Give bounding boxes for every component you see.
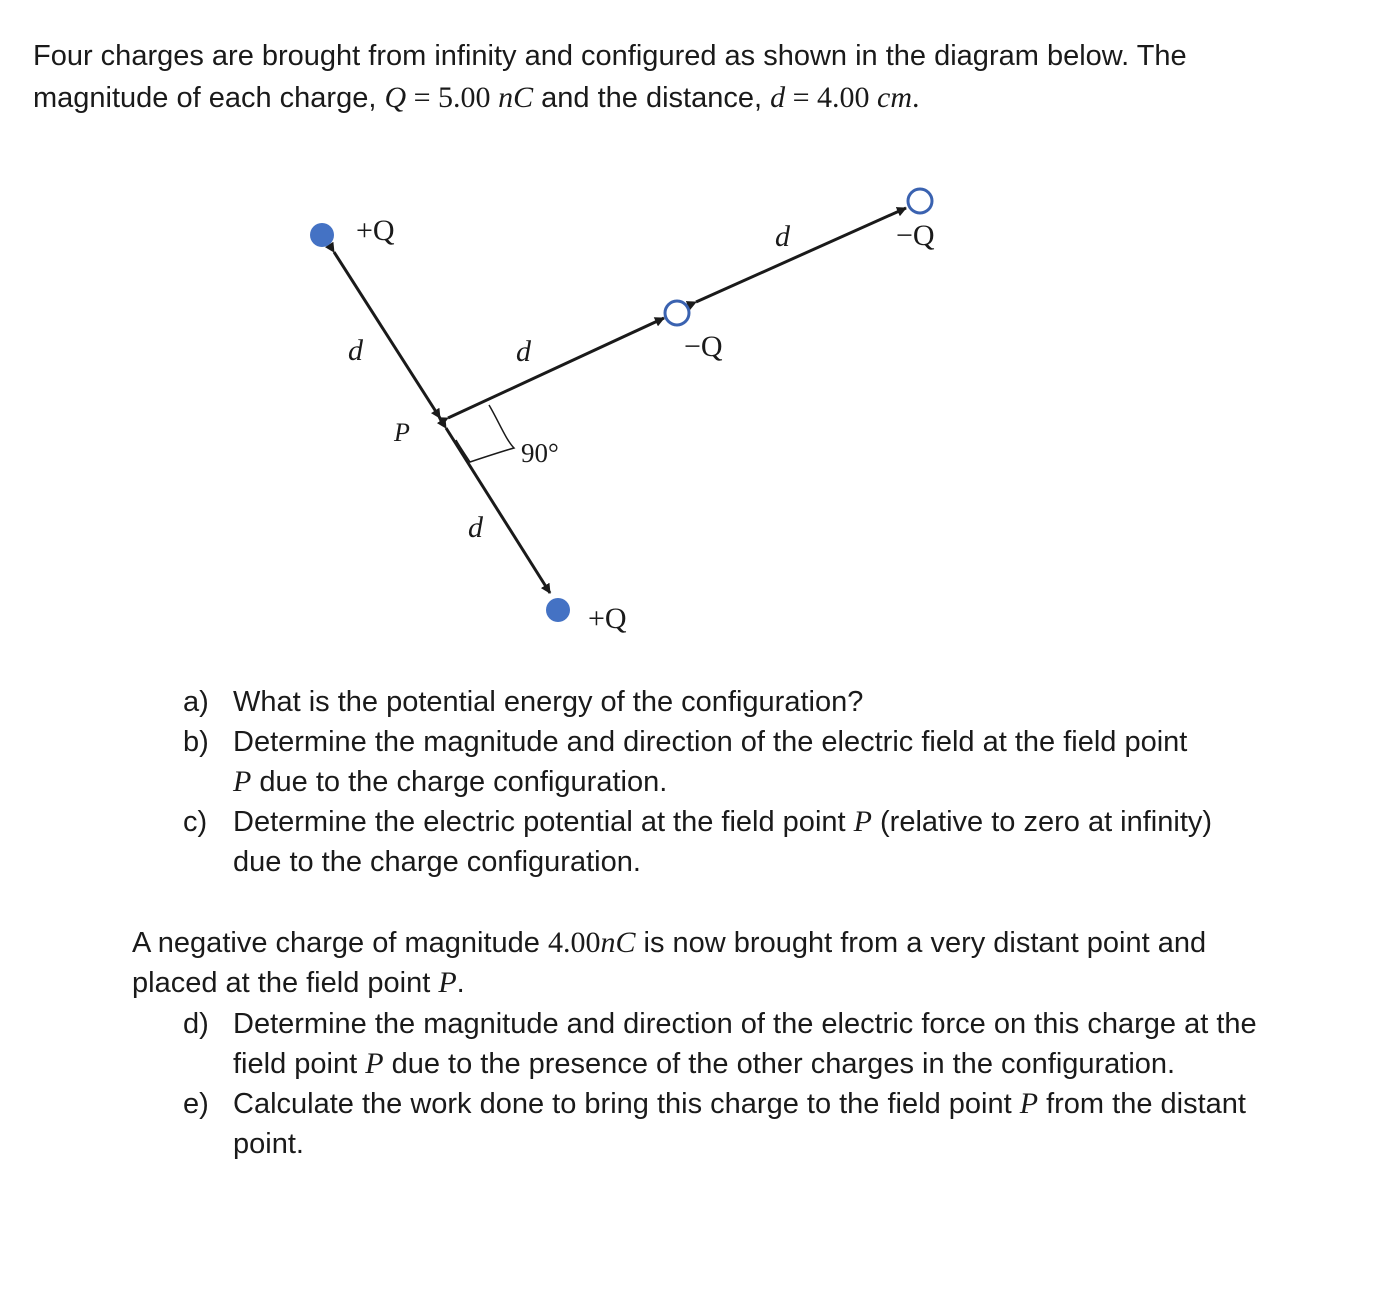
distance-unit: cm xyxy=(877,81,912,114)
question-c-text-b: (relative to zero at infinity) xyxy=(871,806,1213,838)
question-c xyxy=(183,802,1353,882)
label-neg-q-mid: −Q xyxy=(684,330,723,363)
para2-line-2 xyxy=(132,963,1352,1003)
question-e-point-symbol: P xyxy=(1019,1087,1039,1120)
para2-value: 4.00 xyxy=(547,926,601,959)
question-e xyxy=(183,1084,1353,1164)
question-d-line-2 xyxy=(233,1044,1353,1084)
para2-point-symbol: P xyxy=(438,966,457,999)
intro-line-1: Four charges are brought from infinity and configured as shown in the diagram below. The xyxy=(33,40,1187,72)
question-e-text-b: from the distant xyxy=(1038,1088,1246,1120)
question-c-point-symbol: P xyxy=(853,805,872,838)
question-b-line-2 xyxy=(233,762,1353,802)
question-e-text-a: Calculate the work done to bring this charge to the field point xyxy=(233,1088,1020,1120)
label-d-middle: d xyxy=(516,335,531,368)
question-e-mark: e) xyxy=(183,1088,209,1120)
question-c-text-a: Determine the electric potential at the field point xyxy=(233,806,854,838)
question-a-mark: a) xyxy=(183,686,209,718)
question-e-line-2: point. xyxy=(233,1128,304,1160)
para2-line-1 xyxy=(132,923,1352,963)
question-d xyxy=(183,1004,1353,1084)
para2-unit: nC xyxy=(600,926,636,959)
question-c-line-2: due to the charge configuration. xyxy=(233,846,641,878)
distance-symbol: d xyxy=(770,81,786,114)
question-d-text-b: field point xyxy=(233,1048,366,1080)
label-pos-q-bottom: +Q xyxy=(588,602,627,635)
label-field-point-p: P xyxy=(394,418,410,447)
distance-arrow-p-to-mid xyxy=(448,318,664,418)
negative-charge-middle xyxy=(665,301,689,325)
para2-text-c: placed at the field point xyxy=(132,967,439,999)
right-angle-mark xyxy=(456,405,514,462)
label-d-bottom: d xyxy=(468,511,483,544)
para2-period: . xyxy=(456,967,465,999)
label-d-top-right: d xyxy=(775,220,790,253)
second-scenario-paragraph xyxy=(132,923,1352,1003)
question-e-line-1 xyxy=(233,1084,1353,1124)
question-b-point-symbol: P xyxy=(233,765,252,798)
label-neg-q-top: −Q xyxy=(896,219,935,252)
questions-part-2 xyxy=(183,1004,1353,1164)
question-b-line-1: Determine the magnitude and direction of the electric field at the field point xyxy=(233,726,1188,758)
label-pos-q-top: +Q xyxy=(356,214,395,247)
question-c-line-1 xyxy=(233,802,1353,842)
question-b-mark: b) xyxy=(183,726,209,758)
question-a xyxy=(183,682,1353,722)
question-d-text-c: due to the presence of the other charges in the configuration. xyxy=(383,1048,1176,1080)
question-a-text: What is the potential energy of the configuration? xyxy=(233,686,864,718)
positive-charge-top-left xyxy=(310,223,334,247)
negative-charge-top-right xyxy=(908,189,932,213)
question-b xyxy=(183,722,1353,802)
question-c-mark: c) xyxy=(183,806,208,838)
question-d-mark: d) xyxy=(183,1008,209,1040)
question-b-text-b: due to the charge configuration. xyxy=(251,766,668,798)
question-d-point-symbol: P xyxy=(365,1047,384,1080)
para2-text-a: A negative charge of magnitude xyxy=(132,927,548,959)
intro-text-a: magnitude of each charge, xyxy=(33,82,385,114)
question-d-line-1: Determine the magnitude and direction of the electric force on this charge at the xyxy=(233,1008,1257,1040)
label-angle: 90° xyxy=(521,438,559,468)
intro-text-b: and the distance, xyxy=(533,82,771,114)
intro-period: . xyxy=(911,81,920,114)
positive-charge-bottom xyxy=(546,598,570,622)
para2-text-b: is now brought from a very distant point and xyxy=(635,927,1207,959)
label-d-left: d xyxy=(348,334,363,367)
questions-part-1 xyxy=(183,682,1353,882)
charge-unit: nC xyxy=(498,81,534,114)
distance-arrow-mid-to-topright xyxy=(696,208,906,302)
charge-equals: = 5.00 xyxy=(406,81,499,114)
distance-equals: = 4.00 xyxy=(785,81,877,114)
charge-symbol: Q xyxy=(384,81,407,114)
